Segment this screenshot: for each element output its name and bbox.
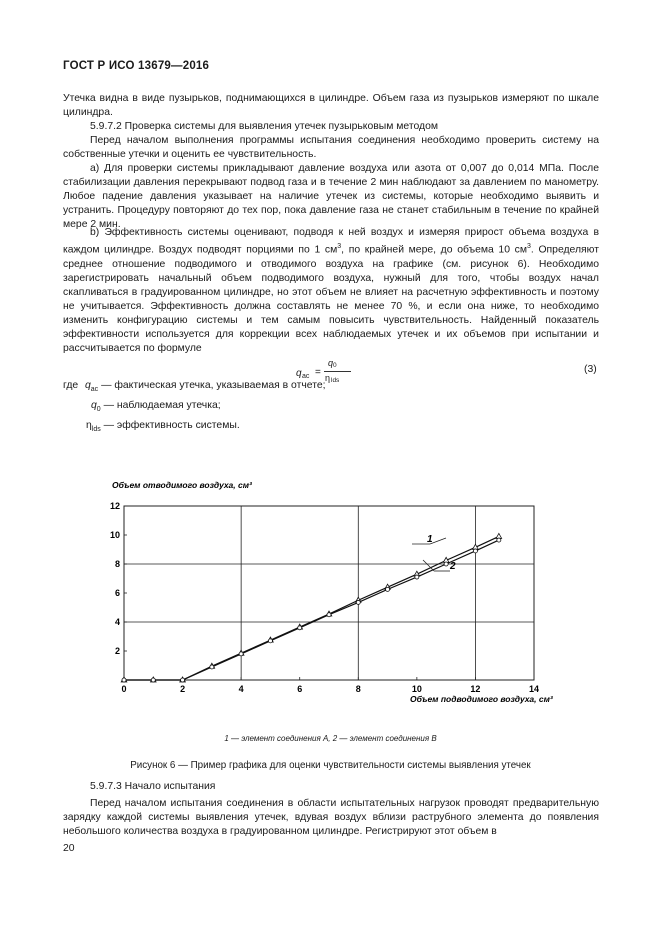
axis-ticks bbox=[110, 501, 539, 694]
x-tick-label: 6 bbox=[297, 684, 303, 694]
legend-leader-2 bbox=[423, 560, 434, 571]
data-point-series-2 bbox=[356, 600, 360, 604]
paragraph-test-start: Перед началом испытания соединения в области испытательных нагрузок проводят предварительную зарядку каждой системы выявления утечек, вдувая воздух вблизи раструбного элемента до появления небольшого количества воздуха в градуированном цилиндре. Регистрируют этот объем в bbox=[63, 798, 599, 838]
y-tick-label: 10 bbox=[109, 530, 120, 540]
series bbox=[121, 533, 501, 682]
y-tick-label: 8 bbox=[114, 559, 120, 569]
formula-3: q ac = q 0 η lds bbox=[296, 358, 416, 388]
chart-figure-6 bbox=[100, 470, 560, 720]
where-item-q0: $q_0$ — наблюдаемая утечка; bbox=[91, 400, 221, 414]
data-point-series-2 bbox=[327, 613, 331, 617]
legend-label-1: 1 bbox=[427, 534, 433, 545]
paragraph-item-b: b) Эффективность системы оценивают, подводя к ней воздух и измеряя прирост объема воздуха в каждом цилиндре. Воздух подводят порциями по 1 $см^3$, по крайней мере, до объема 10 $см^3$. Определяют среднее отношение подводимого и отводимого воздуха на графике (см. рисунок 6). Необходимо зарегистрировать начальный объем подводимого воздуха, нужный для того, чтобы воздух начал скапливаться в градуированном цилиндре, но этот объем не влияет на расчетную эффективность и поэтому не учитывается. Эффективность должна составлять не менее 70 %, и если она ниже, то необходимо изменить конфигурацию системы и тем самым повысить чувствительность. Найденный показатель эффективности используется для коррекции всех наблюдаемых утечек и их объемов при испытании и рассчитывается по формуле bbox=[63, 227, 600, 355]
section-heading-5-9-7-3: 5.9.7.3 Начало испытания bbox=[90, 781, 216, 792]
x-tick-label: 12 bbox=[470, 684, 481, 694]
data-point-series-2 bbox=[473, 549, 477, 553]
paragraph-system-check: Перед началом выполнения программы испытания соединения необходимо проверить систему на собственные утечки и оценить ее чувствительность. bbox=[63, 135, 599, 161]
plot-frame bbox=[124, 506, 534, 680]
data-point-series-2 bbox=[181, 678, 185, 682]
paragraph-item-a: а) Для проверки системы прикладывают давление воздуха или азота от 0,007 до 0,014 МПа. После стабилизации давления перекрывают подвод газа и в течение 2 мин наблюдают за давлением по манометру. Любое падение давления указывает на наличие утечек из системы, которые необходимо выявить и устранить. Процедуру повторяют до тех пор, пока давление газа не станет стабильным в течение по крайней мере 2 мин. bbox=[63, 163, 599, 231]
x-axis-label: Объем подводимого воздуха, см³ bbox=[410, 694, 553, 704]
legend-label-2: 2 bbox=[450, 561, 456, 572]
where-lead: где bbox=[63, 380, 79, 391]
y-tick-label: 4 bbox=[114, 617, 120, 627]
x-tick-label: 0 bbox=[121, 684, 127, 694]
section-heading-5-9-7-2: 5.9.7.2 Проверка системы для выявления утечек пузырьковым методом bbox=[90, 121, 438, 132]
data-point-series-2 bbox=[122, 678, 126, 682]
x-tick-label: 10 bbox=[411, 684, 422, 694]
data-point-series-2 bbox=[415, 575, 419, 579]
data-point-series-2 bbox=[386, 587, 390, 591]
data-point-series-2 bbox=[444, 562, 448, 566]
data-point-series-2 bbox=[210, 665, 214, 669]
y-tick-label: 6 bbox=[114, 588, 120, 598]
x-tick-label: 2 bbox=[180, 684, 186, 694]
data-point-series-2 bbox=[497, 538, 501, 542]
figure-legend: 1 — элемент соединения А, 2 — элемент соединения В bbox=[224, 734, 437, 743]
where-item-qac: $q_{ac}$ — фактическая утечка, указываемая в отчете; bbox=[85, 380, 326, 394]
data-point-series-2 bbox=[268, 639, 272, 643]
data-point-series-2 bbox=[239, 652, 243, 656]
series-line-2 bbox=[124, 540, 499, 680]
x-tick-label: 14 bbox=[528, 684, 540, 694]
grid bbox=[124, 506, 534, 680]
data-point-series-2 bbox=[298, 626, 302, 630]
data-point-series-2 bbox=[151, 678, 155, 682]
document-header: ГОСТ Р ИСО 13679—2016 bbox=[63, 60, 210, 72]
where-item-eta: $\eta_{lds}$ — эффективность системы. bbox=[86, 420, 240, 434]
page-number: 20 bbox=[63, 843, 75, 854]
y-tick-label: 12 bbox=[109, 501, 120, 511]
x-tick-label: 4 bbox=[238, 684, 244, 694]
paragraph-bubbles: Утечка видна в виде пузырьков, поднимающихся в цилиндре. Объем газа из пузырьков измеряют по шкале цилиндра. bbox=[63, 93, 599, 119]
series-line-1 bbox=[124, 536, 499, 680]
x-tick-label: 8 bbox=[355, 684, 361, 694]
y-tick-label: 2 bbox=[114, 646, 120, 656]
formula-number: (3) bbox=[584, 364, 597, 375]
y-axis-label: Объем отводимого воздуха, см³ bbox=[112, 480, 252, 490]
figure-caption: Рисунок 6 — Пример графика для оценки чувствительности системы выявления утечек bbox=[130, 760, 531, 771]
